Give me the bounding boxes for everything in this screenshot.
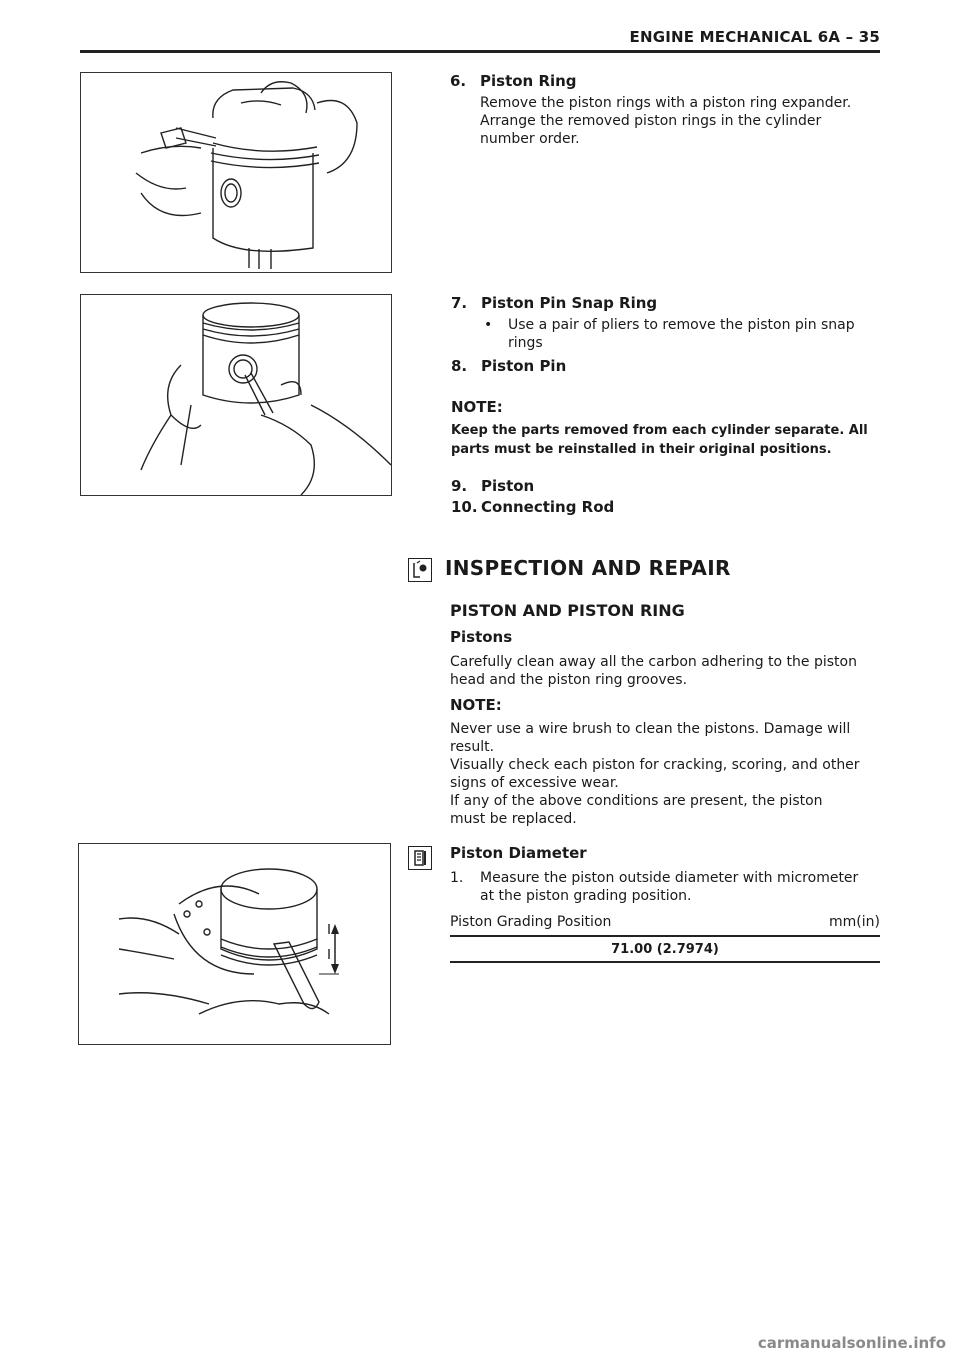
step-6-text: [480, 94, 851, 148]
step-7-text: [508, 316, 855, 352]
step-6-line: Remove the piston rings with a piston ring expander.: [480, 95, 852, 111]
micrometer-illustration: [79, 844, 390, 1044]
note-2-line: result.: [450, 739, 495, 755]
piston-diameter-step-number: 1.: [450, 870, 464, 886]
piston-diameter-line: at the piston grading position.: [480, 888, 692, 904]
step-7-heading: [451, 294, 657, 312]
step-7-bullet: •: [484, 317, 493, 333]
section-title-inspection: INSPECTION AND REPAIR: [445, 556, 731, 580]
table-label: Piston Grading Position: [450, 914, 612, 930]
note-2-text: [450, 720, 860, 828]
note-1-line: parts must be reinstalled in their original positions.: [451, 442, 832, 457]
pistons-heading: Pistons: [450, 628, 513, 646]
step-6-title: Piston Ring: [480, 72, 577, 90]
pistons-text: [450, 653, 857, 689]
table-value: 71.00 (2.7974): [611, 942, 719, 957]
step-8-number: 8.: [451, 357, 468, 375]
page-header-title: ENGINE MECHANICAL 6A – 35: [629, 28, 880, 46]
snap-ring-pliers-illustration: [81, 295, 391, 495]
note-1-line: Keep the parts removed from each cylinder separate. All: [451, 423, 868, 438]
note-2-line: Visually check each piston for cracking, scoring, and other: [450, 757, 860, 773]
pistons-line: head and the piston ring grooves.: [450, 672, 688, 688]
measure-icon: [408, 846, 432, 870]
note-2-line: If any of the above conditions are present, the piston: [450, 793, 823, 809]
note-2-line: Never use a wire brush to clean the pistons. Damage will: [450, 721, 851, 737]
note-2-line: signs of excessive wear.: [450, 775, 619, 791]
note-1-text: [451, 421, 868, 459]
inspection-icon: [408, 558, 432, 582]
figure-piston-ring-removal: [80, 72, 392, 273]
table-bottom-rule: [450, 961, 880, 963]
table-unit: mm(in): [829, 914, 880, 930]
step-7-line: rings: [508, 335, 543, 351]
step-9-number: 9.: [451, 477, 468, 495]
step-9-heading: [451, 477, 534, 495]
step-7-title: Piston Pin Snap Ring: [481, 294, 658, 312]
step-8-heading: [451, 357, 566, 375]
piston-diameter-heading: Piston Diameter: [450, 844, 587, 862]
step-7-line: Use a pair of pliers to remove the piston pin snap: [508, 317, 855, 333]
table-top-rule: [450, 935, 880, 937]
step-6-number: 6.: [450, 72, 467, 90]
note-1-label: NOTE:: [451, 398, 503, 416]
step-9-title: Piston: [481, 477, 535, 495]
header-rule: [80, 50, 880, 53]
step-6-line: number order.: [480, 131, 580, 147]
piston-diameter-line: Measure the piston outside diameter with micrometer: [480, 870, 859, 886]
step-10-title: Connecting Rod: [481, 498, 615, 516]
piston-diameter-text: [480, 869, 858, 905]
step-8-title: Piston Pin: [481, 357, 567, 375]
note-2-line: must be replaced.: [450, 811, 577, 827]
watermark: carmanualsonline.info: [757, 1334, 946, 1352]
note-2-label: NOTE:: [450, 696, 502, 714]
pistons-line: Carefully clean away all the carbon adhering to the piston: [450, 654, 857, 670]
piston-ring-expander-illustration: [81, 73, 391, 272]
step-7-number: 7.: [451, 294, 468, 312]
figure-snap-ring-removal: [80, 294, 392, 496]
step-6-heading: [450, 72, 577, 90]
subsection-title-piston-ring: PISTON AND PISTON RING: [450, 601, 685, 620]
step-6-line: Arrange the removed piston rings in the cylinder: [480, 113, 822, 129]
step-10-heading: [451, 498, 614, 516]
step-10-number: 10.: [451, 498, 478, 516]
figure-piston-diameter-measurement: [78, 843, 391, 1045]
